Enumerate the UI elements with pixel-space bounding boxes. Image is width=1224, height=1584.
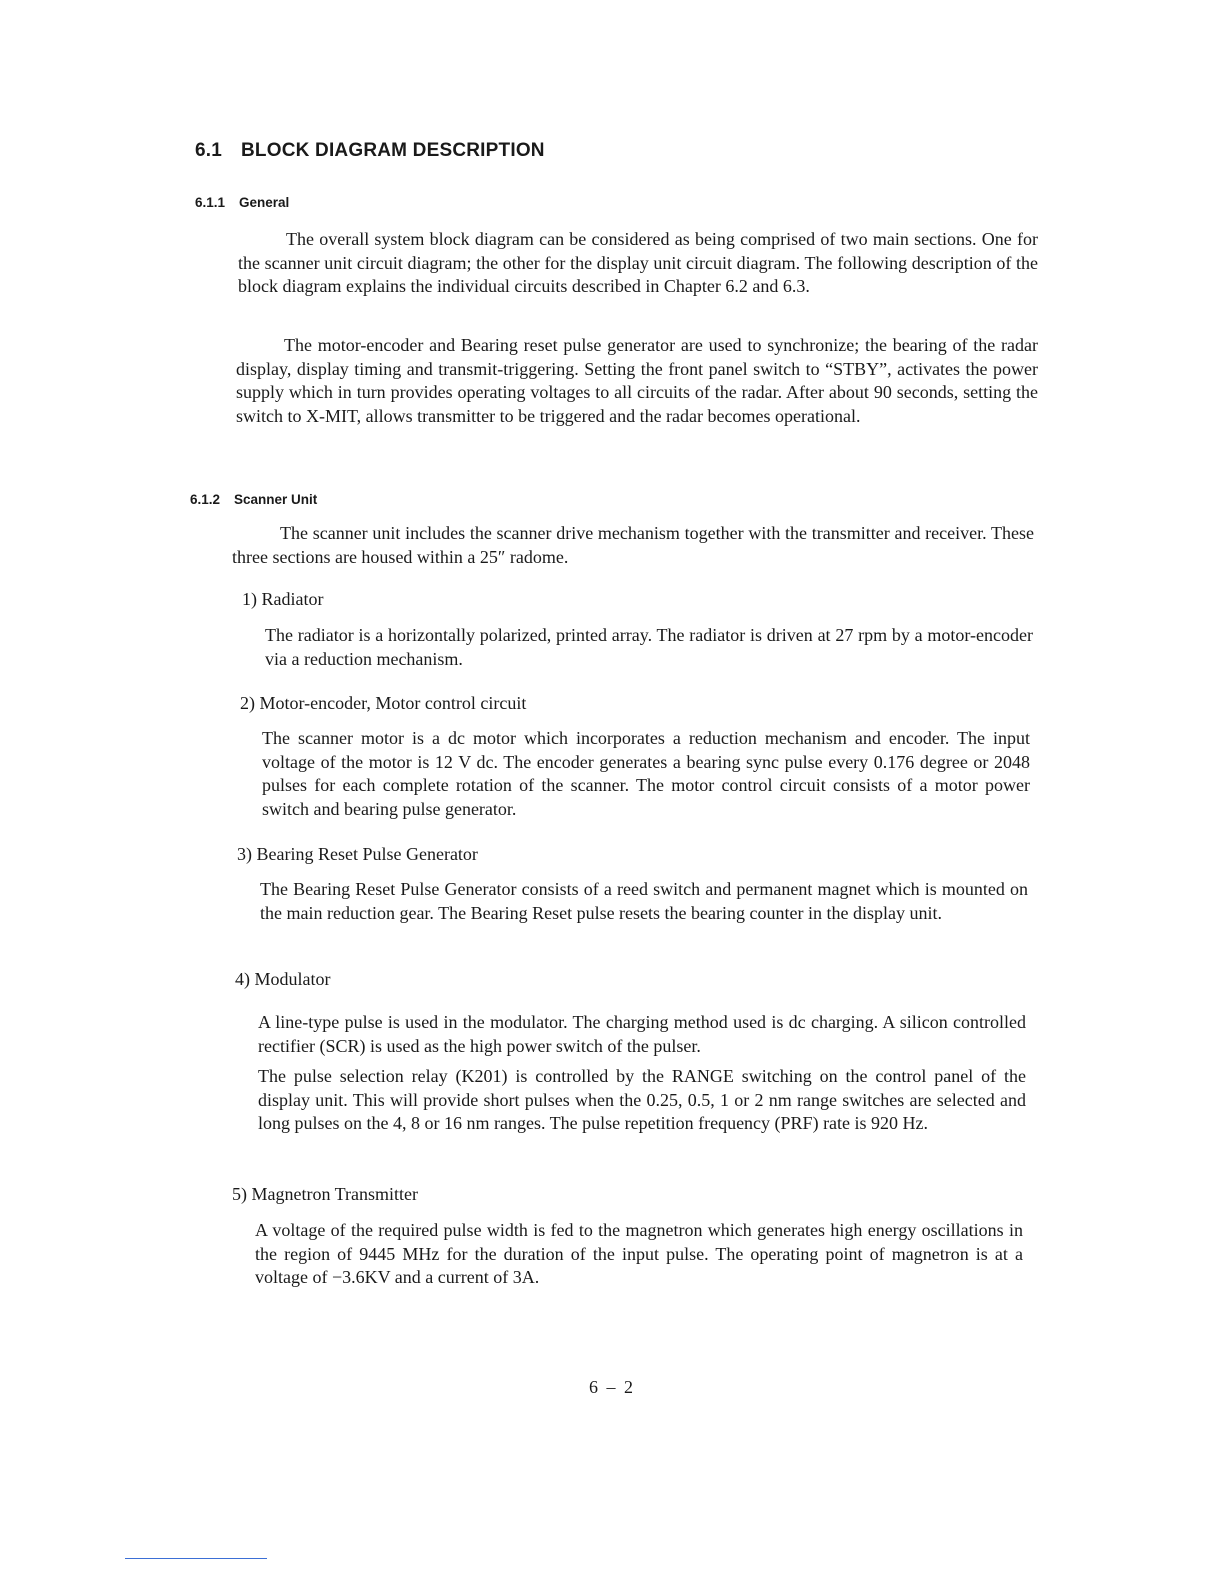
subsection-heading-general <box>195 195 289 210</box>
modulator-paragraph-2: The pulse selection relay (K201) is controlled by the RANGE switching on the control panel of the display unit. This will provide short pulses when the 0.25, 0.5, 1 or 2 nm range switches are selected and long pulses on the 4, 8 or 16 nm ranges. The pulse repetition frequency (PRF) rate is 920 Hz. <box>258 1066 1026 1133</box>
bearing-reset-paragraph: The Bearing Reset Pulse Generator consists of a reed switch and permanent magnet which is mounted on the main reduction gear. The Bearing Reset pulse resets the bearing counter in the display unit. <box>260 879 1028 923</box>
scanner-intro-paragraph: The scanner unit includes the scanner drive mechanism together with the transmitter and receiver. These three sections are housed within a 25″ radome. <box>232 523 1034 567</box>
section-number: 6.1 <box>195 140 223 161</box>
item-heading-radiator: 1) Radiator <box>242 589 324 609</box>
item-heading-motor-encoder: 2) Motor-encoder, Motor control circuit <box>240 693 527 713</box>
motor-encoder-paragraph: The scanner motor is a dc motor which incorporates a reduction mechanism and encoder. The input voltage of the motor is 12 V dc. The encoder generates a bearing sync pulse every 0.176 degree or 2048 pulses for each complete rotation of the scanner. The motor control circuit consists of a motor power switch and bearing pulse generator. <box>262 728 1030 819</box>
item-heading-modulator: 4) Modulator <box>235 969 331 989</box>
subsection-number: 6.1.1 <box>195 195 226 210</box>
subsection-title: General <box>239 195 290 210</box>
item-heading-magnetron: 5) Magnetron Transmitter <box>232 1184 418 1204</box>
section-title: BLOCK DIAGRAM DESCRIPTION <box>241 140 545 161</box>
magnetron-paragraph: A voltage of the required pulse width is fed to the magnetron which generates high energy oscillations in the region of 9445 MHz for the duration of the input pulse. The operating point of magnetron is at a voltage of −3.6KV and a current of 3A. <box>255 1220 1023 1287</box>
page-number: 6 – 2 <box>589 1377 635 1397</box>
section-heading <box>195 140 545 162</box>
radiator-paragraph: The radiator is a horizontally polarized, printed array. The radiator is driven at 27 rpm by a motor-encoder via a reduction mechanism. <box>265 625 1033 669</box>
edge-rule <box>125 1558 267 1559</box>
general-paragraph-1: The overall system block diagram can be considered as being comprised of two main sections. One for the scanner unit circuit diagram; the other for the display unit circuit diagram. The following description of the block diagram explains the individual circuits described in Chapter 6.2 and 6.3. <box>238 229 1038 296</box>
subsection-heading-scanner <box>190 492 317 507</box>
subsection-title: Scanner Unit <box>234 492 318 507</box>
item-heading-bearing-reset: 3) Bearing Reset Pulse Generator <box>237 844 478 864</box>
modulator-paragraph-1: A line-type pulse is used in the modulator. The charging method used is dc charging. A silicon controlled rectifier (SCR) is used as the high power switch of the pulser. <box>258 1012 1026 1056</box>
general-paragraph-2: The motor-encoder and Bearing reset pulse generator are used to synchronize; the bearing of the radar display, display timing and transmit-triggering. Setting the front panel switch to “STBY”, activates the power supply which in turn provides operating voltages to all circuits of the radar. After about 90 seconds, setting the switch to X-MIT, allows transmitter to be triggered and the radar becomes operational. <box>236 335 1038 426</box>
subsection-number: 6.1.2 <box>190 492 221 507</box>
